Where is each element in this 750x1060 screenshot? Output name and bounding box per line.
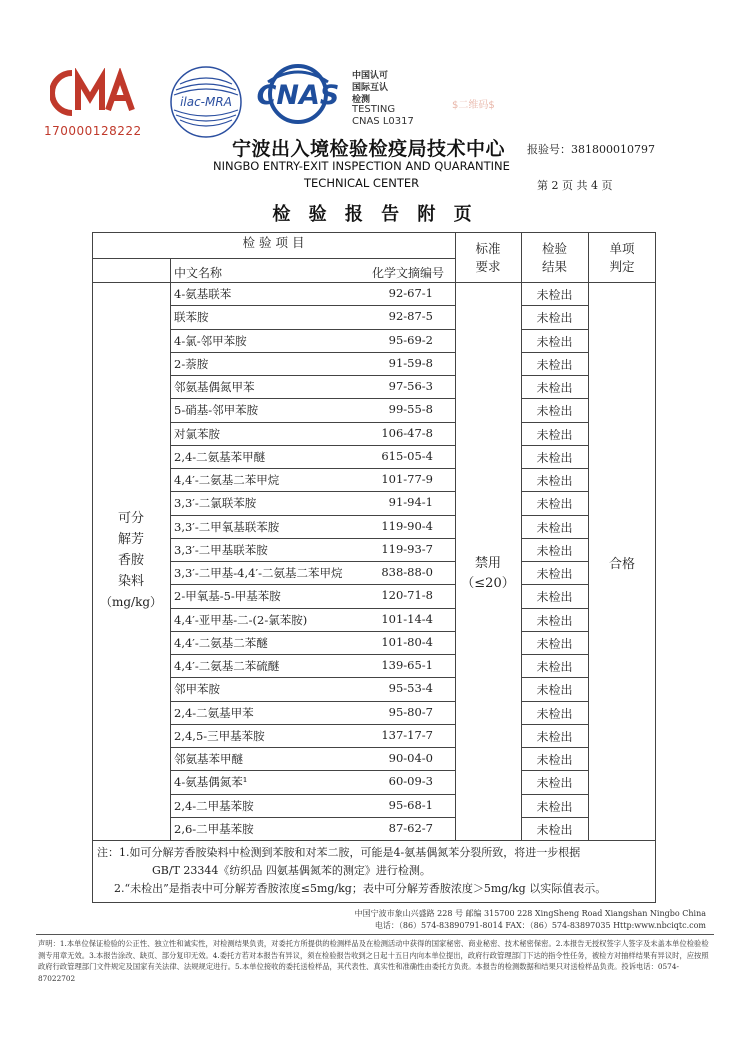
table-grid-line [521, 770, 588, 771]
header-name: 中文名称 [174, 266, 223, 280]
category-label: 可分 解芳 香胺 染料 （mg/kg） [99, 511, 163, 609]
row-chemical-name: 4,4′-亚甲基-二-(2-氯苯胺) [174, 612, 308, 627]
row-cas-number: 97-56-3 [388, 379, 433, 393]
table-grid-line [521, 445, 588, 446]
row-chemical-name: 4,4′-二氨基二苯醚 [174, 635, 268, 650]
row-cas-number: 120-71-8 [381, 588, 433, 603]
row-result: 未检出 [536, 567, 573, 581]
footer-disclaimer: 声明：1.本单位保证检验的公正性、独立性和诚实性，对检测结果负责，对委托方所提供的检测样品及在检测活动中获得的国家秘密、商业秘密、技术秘密保密。2.本报告无授权签字人签字及未盖本单位检验检测专用章无效。3.本报告涂改、缺页、部分复印无效。4.委托方若对本报告有异议，须在检验报告收到之日起十五日内向本单位提出，政府行政管理部门下达的指令性任务，被检方对抽样结果有异议时，应按照政府行政管理部门文件规定及国家有关法律、法规规定进行。5.本单位接收的委托送检样品，其代表性、真实性和准确性由委托方负责。本报告的检测数据和结果只对送检样品负责。投诉电话：0574-87022702 [38, 939, 709, 983]
row-cas-number: 95-80-7 [388, 704, 433, 719]
row-cas-number: 101-80-4 [381, 634, 433, 649]
row-result: 未检出 [536, 590, 573, 605]
table-grid-line [521, 468, 588, 469]
row-result: 未检出 [536, 706, 573, 721]
org-name-en-line2: TECHNICAL CENTER [304, 176, 420, 190]
row-result: 未检出 [536, 311, 573, 326]
table-notes [92, 844, 656, 898]
table-grid-line [521, 515, 588, 516]
row-chemical-name: 2-甲氧基-5-甲基苯胺 [174, 589, 281, 604]
table-grid-line [170, 538, 455, 539]
table-grid-line [521, 329, 588, 330]
table-grid-line [170, 701, 455, 702]
row-chemical-name: 2,4-二甲基苯胺 [174, 798, 254, 813]
table-grid-line [521, 701, 588, 702]
row-cas-number: 95-53-4 [388, 681, 433, 696]
row-result: 未检出 [536, 404, 573, 419]
table-grid-line [170, 468, 455, 469]
row-chemical-name: 4,4′-二氨基二苯硫醚 [174, 659, 280, 673]
cnas-cn-caption: 中国认可 国际互认 检测 [352, 71, 389, 105]
table-grid-line [170, 654, 455, 655]
table-grid-line [521, 654, 588, 655]
note-line-2: GB/T 23344《纺织品 四氨基偶氮苯的测定》进行检测。 [152, 864, 431, 877]
table-grid-line [521, 631, 588, 632]
table-grid-line [521, 422, 588, 423]
row-cas-number: 119-90-4 [381, 518, 433, 533]
row-result: 未检出 [536, 822, 573, 837]
report-number: 报验号：381800010797 [527, 143, 655, 156]
table-grid-line [170, 305, 455, 306]
row-chemical-name: 5-硝基-邻甲苯胺 [174, 403, 259, 418]
table-grid-line [92, 282, 656, 283]
row-chemical-name: 对氯苯胺 [174, 426, 220, 441]
table-grid-line [521, 305, 588, 306]
row-result: 未检出 [536, 497, 573, 512]
table-grid-line [521, 352, 588, 353]
table-grid-line [170, 352, 455, 353]
row-cas-number: 838-88-0 [381, 565, 433, 579]
row-chemical-name: 4-氨基偶氮苯¹ [174, 775, 248, 790]
note-line-3: 2.“未检出”是指表中可分解芳香胺浓度≤5mg/kg；表中可分解芳香胺浓度＞5mg/kg 以实际值表示。 [114, 882, 607, 895]
table-grid-line [521, 724, 588, 725]
row-result: 未检出 [536, 729, 573, 744]
inspection-table [92, 232, 656, 902]
footer-contact: 电话：（86）574-83890791-8014 FAX：（86）574-83897035 Http:www.nbciqtc.com [374, 921, 706, 930]
row-cas-number: 87-62-7 [388, 820, 433, 835]
table-grid-line [455, 232, 456, 840]
row-result: 未检出 [536, 288, 573, 302]
table-grid-line [521, 398, 588, 399]
header-result: 检验 结果 [541, 241, 567, 274]
row-cas-number: 101-14-4 [381, 611, 433, 626]
row-cas-number: 91-59-8 [388, 355, 433, 370]
row-cas-number: 615-05-4 [381, 448, 433, 463]
row-result: 未检出 [536, 776, 573, 791]
org-name-cn: 宁波出入境检验检疫局技术中心 [232, 138, 506, 160]
header-standard: 标准 要求 [475, 241, 501, 274]
table-grid-line [521, 561, 588, 562]
table-grid-line [521, 375, 588, 376]
row-chemical-name: 4-氨基联苯 [174, 287, 232, 301]
row-chemical-name: 3,3′-二甲氧基联苯胺 [174, 519, 280, 534]
header-judgment: 单项 判定 [609, 241, 635, 274]
row-result: 未检出 [536, 636, 573, 651]
row-cas-number: 137-17-7 [381, 727, 433, 742]
table-grid-line [170, 515, 455, 516]
table-grid-line [170, 491, 455, 492]
table-grid-line [170, 445, 455, 446]
row-result: 未检出 [536, 543, 573, 558]
header-cas: 化学文摘编号 [372, 266, 445, 280]
row-cas-number: 91-94-1 [388, 495, 433, 510]
table-grid-line [170, 329, 455, 330]
table-grid-line [92, 232, 93, 902]
row-cas-number: 106-47-8 [381, 425, 433, 440]
row-result: 未检出 [536, 381, 573, 395]
footer-divider [36, 934, 714, 935]
row-chemical-name: 4,4′-二氨基二苯甲烷 [174, 473, 280, 487]
table-grid-line [588, 232, 589, 840]
row-chemical-name: 3,3′-二甲基-4,4′-二氨基二苯甲烷 [174, 566, 343, 580]
row-result: 未检出 [536, 520, 573, 535]
cnas-logo [248, 64, 348, 124]
table-grid-line [521, 232, 522, 840]
org-name-en-line1: NINGBO ENTRY-EXIT INSPECTION AND QUARANTINE [213, 159, 510, 173]
row-chemical-name: 邻氨基苯甲醚 [174, 752, 243, 766]
page-number: 第 2 页 共 4 页 [537, 179, 613, 192]
table-grid-line [521, 491, 588, 492]
row-chemical-name: 4-氯-邻甲苯胺 [174, 333, 247, 348]
svg-text:ilac-MRA: ilac-MRA [180, 95, 232, 109]
svg-text:CNAS: CNAS [256, 80, 340, 111]
row-chemical-name: 2,4-二氨基甲苯 [174, 705, 254, 720]
row-result: 未检出 [536, 753, 573, 767]
row-result: 未检出 [536, 427, 573, 442]
row-cas-number: 60-09-3 [388, 774, 433, 789]
row-cas-number: 92-87-5 [388, 309, 433, 324]
row-chemical-name: 2,6-二甲基苯胺 [174, 821, 254, 836]
row-chemical-name: 2-萘胺 [174, 356, 209, 371]
table-grid-line [170, 677, 455, 678]
table-grid-line [170, 817, 455, 818]
row-result: 未检出 [536, 334, 573, 349]
table-grid-line [170, 375, 455, 376]
row-result: 未检出 [536, 613, 573, 628]
page-title: 检 验 报 告 附 页 [272, 204, 478, 225]
table-grid-line [170, 561, 455, 562]
row-cas-number: 90-04-0 [388, 751, 433, 765]
qr-placeholder-text: $二维码$ [452, 100, 495, 111]
table-grid-line [170, 422, 455, 423]
table-grid-line [170, 794, 455, 795]
table-grid-line [170, 398, 455, 399]
row-chemical-name: 邻氨基偶氮甲苯 [174, 380, 255, 394]
table-grid-line [170, 724, 455, 725]
table-grid-line [170, 258, 171, 840]
row-cas-number: 119-93-7 [381, 541, 433, 556]
header-item: 检 验 项 目 [242, 235, 305, 250]
row-chemical-name: 邻甲苯胺 [174, 682, 220, 697]
table-grid-line [521, 584, 588, 585]
table-grid-line [170, 770, 455, 771]
table-grid-line [92, 232, 656, 233]
row-result: 未检出 [536, 683, 573, 698]
row-chemical-name: 联苯胺 [174, 310, 209, 325]
table-grid-line [170, 747, 455, 748]
table-grid-line [92, 902, 656, 903]
footer-address: 中国宁波市象山兴盛路 228 号 邮编 315700 228 XingSheng Road Xiangshan Ningbo China [354, 909, 706, 918]
table-grid-line [521, 817, 588, 818]
table-grid-line [92, 840, 656, 841]
row-result: 未检出 [536, 660, 573, 674]
row-cas-number: 101-77-9 [381, 472, 433, 486]
row-cas-number: 99-55-8 [388, 402, 433, 417]
row-result: 未检出 [536, 799, 573, 814]
cma-code: 170000128222 [44, 124, 142, 138]
table-grid-line [521, 538, 588, 539]
table-grid-line [521, 747, 588, 748]
cma-logo [50, 68, 140, 118]
cnas-en-caption: TESTING CNAS L0317 [352, 104, 414, 127]
table-grid-line [655, 232, 656, 902]
row-cas-number: 95-69-2 [388, 332, 433, 347]
row-result: 未检出 [536, 450, 573, 465]
row-chemical-name: 3,3′-二氯联苯胺 [174, 496, 257, 511]
table-grid-line [521, 794, 588, 795]
row-cas-number: 139-65-1 [381, 658, 433, 672]
standard-value: 禁用 （≤20） [461, 556, 515, 591]
table-grid-line [521, 677, 588, 678]
row-cas-number: 92-67-1 [388, 286, 433, 300]
table-grid-line [170, 608, 455, 609]
note-line-1: 注：1.如可分解芳香胺染料中检测到苯胺和对苯二胺，可能是4-氨基偶氮苯分裂所致，将进一步根据 [97, 846, 581, 859]
table-grid-line [170, 584, 455, 585]
table-grid-line [521, 608, 588, 609]
judgment-value: 合格 [608, 557, 635, 572]
row-result: 未检出 [536, 357, 573, 372]
row-cas-number: 95-68-1 [388, 797, 433, 812]
row-result: 未检出 [536, 474, 573, 488]
table-grid-line [170, 631, 455, 632]
row-chemical-name: 3,3′-二甲基联苯胺 [174, 542, 268, 557]
ilac-mra-logo [166, 64, 246, 140]
row-chemical-name: 2,4,5-三甲基苯胺 [174, 728, 265, 743]
table-grid-line [92, 258, 455, 259]
row-chemical-name: 2,4-二氨基苯甲醚 [174, 449, 266, 464]
